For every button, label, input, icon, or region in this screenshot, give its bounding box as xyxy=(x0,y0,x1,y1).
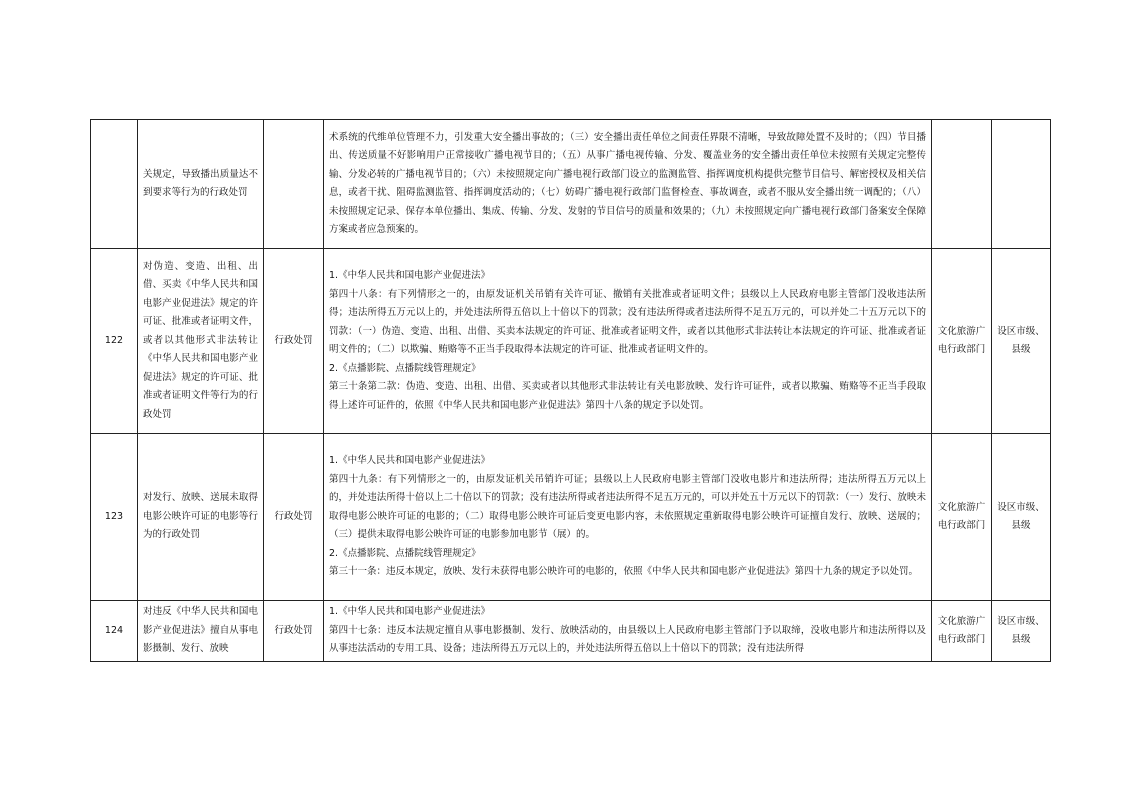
basis-law-title: 1.《中华人民共和国电影产业促进法》 xyxy=(329,455,491,467)
basis-law-title: 2.《点播影院、点播院线管理规定》 xyxy=(329,547,481,559)
basis-law-title: 2.《点播影院、点播院线管理规定》 xyxy=(329,362,481,374)
jurisdiction-level: 设区市级、县级 xyxy=(992,434,1051,601)
basis-paragraph: 第三十条第二款：伪造、变造、出租、出借、买卖或者以其他形式非法转让有关电影放映、发行许可证件，或者以欺骗、贿赂等不正当手段取得上述许可证件的，依照《中华人民共和国电影产业促进法》第四十八条的规定予以处罚。 xyxy=(329,381,926,411)
legal-basis xyxy=(324,249,932,434)
row-number: 122 xyxy=(91,249,138,434)
jurisdiction-level: 设区市级、县级 xyxy=(992,249,1051,434)
item-type: 行政处罚 xyxy=(264,249,324,434)
regulation-table xyxy=(90,119,1051,662)
basis-paragraph: 第三十一条：违反本规定，放映、发行未获得电影公映许可的电影的，依照《中华人民共和国电影产业促进法》第四十九条的规定予以处罚。 xyxy=(329,566,919,578)
table-row xyxy=(91,601,1051,662)
item-type: 行政处罚 xyxy=(264,434,324,601)
table-row xyxy=(91,434,1051,601)
jurisdiction-level xyxy=(992,120,1051,249)
item-name: 对发行、放映、送展未取得电影公映许可证的电影等行为的行政处罚 xyxy=(138,434,264,601)
row-number: 124 xyxy=(91,601,138,662)
legal-basis xyxy=(324,434,932,601)
basis-paragraph: 第四十九条：有下列情形之一的，由原发证机关吊销许可证；县级以上人民政府电影主管部门没收电影片和违法所得；违法所得五万元以上的，并处违法所得十倍以上二十倍以下的罚款；没有违法所得或者违法所得不足五万元的，可以并处五十万元以下的罚款：（一）发行、放映未取得电影公映许可证的电影的；（二）取得电影公映许可证后变更电影内容，未依照规定重新取得电影公映许可证擅自发行、放映、送展的；（三）提供未取得电影公映许可证的电影参加电影节（展）的。 xyxy=(329,473,926,541)
responsible-department: 文化旅游广电行政部门 xyxy=(932,601,992,662)
item-type xyxy=(264,120,324,249)
item-name: 对伪造、变造、出租、出借、买卖《中华人民共和国电影产业促进法》规定的许可证、批准或者证明文件，或者以其他形式非法转让《中华人民共和国电影产业促进法》规定的许可证、批准或者证明文件等行为的行政处罚 xyxy=(138,249,264,434)
row-number: 123 xyxy=(91,434,138,601)
item-name: 关规定，导致播出质量达不到要求等行为的行政处罚 xyxy=(138,120,264,249)
item-name: 对违反《中华人民共和国电影产业促进法》擅自从事电影摄制、发行、放映 xyxy=(138,601,264,662)
basis-paragraph: 第四十八条：有下列情形之一的，由原发证机关吊销有关许可证、撤销有关批准或者证明文件；县级以上人民政府电影主管部门没收违法所得；违法所得五万元以上的，并处违法所得五倍以上十倍以下的罚款；没有违法所得或者违法所得不足五万元的，可以并处二十五万元以下的罚款：（一）伪造、变造、出租、出借、买卖本法规定的许可证、批准或者证明文件，或者以其他形式非法转让本法规定的许可证、批准或者证明文件的；（二）以欺骗、贿赂等不正当手段取得本法规定的许可证、批准或者证明文件的。 xyxy=(329,288,926,355)
basis-law-title: 1.《中华人民共和国电影产业促进法》 xyxy=(329,270,491,281)
table-row xyxy=(91,120,1051,249)
row-number xyxy=(91,120,138,249)
responsible-department xyxy=(932,120,992,249)
legal-basis xyxy=(324,120,932,249)
basis-paragraph: 术系统的代维单位管理不力，引发重大安全播出事故的；（三）安全播出责任单位之间责任界限不清晰，导致故障处置不及时的；（四）节目播出、传送质量不好影响用户正常接收广播电视节目的；（五）从事广播电视传输、分发、覆盖业务的安全播出责任单位未按照有关规定完整传输、分发必转的广播电视节目的；（六）未按照规定向广播电视行政部门设立的监测监管、指挥调度机构提供完整节目信号、解密授权及相关信息，或者干扰、阻碍监测监管、指挥调度活动的；（七）妨碍广播电视行政部门监督检查、事故调查，或者不服从安全播出统一调配的；（八）未按照规定记录、保存本单位播出、集成、传输、分发、发射的节目信号的质量和效果的；（九）未按照规定向广播电视行政部门备案安全保障方案或者应急预案的。 xyxy=(329,131,926,235)
item-type: 行政处罚 xyxy=(264,601,324,662)
responsible-department: 文化旅游广电行政部门 xyxy=(932,434,992,601)
responsible-department: 文化旅游广电行政部门 xyxy=(932,249,992,434)
basis-paragraph: 第四十七条：违反本法规定擅自从事电影摄制、发行、放映活动的，由县级以上人民政府电影主管部门予以取缔，没收电影片和违法所得以及从事违法活动的专用工具、设备；违法所得五万元以上的，并处违法所得五倍以上十倍以下的罚款；没有违法所得 xyxy=(329,624,926,655)
jurisdiction-level: 设区市级、县级 xyxy=(992,601,1051,662)
legal-basis xyxy=(324,601,932,662)
basis-law-title: 1.《中华人民共和国电影产业促进法》 xyxy=(329,606,491,618)
table-row xyxy=(91,249,1051,434)
